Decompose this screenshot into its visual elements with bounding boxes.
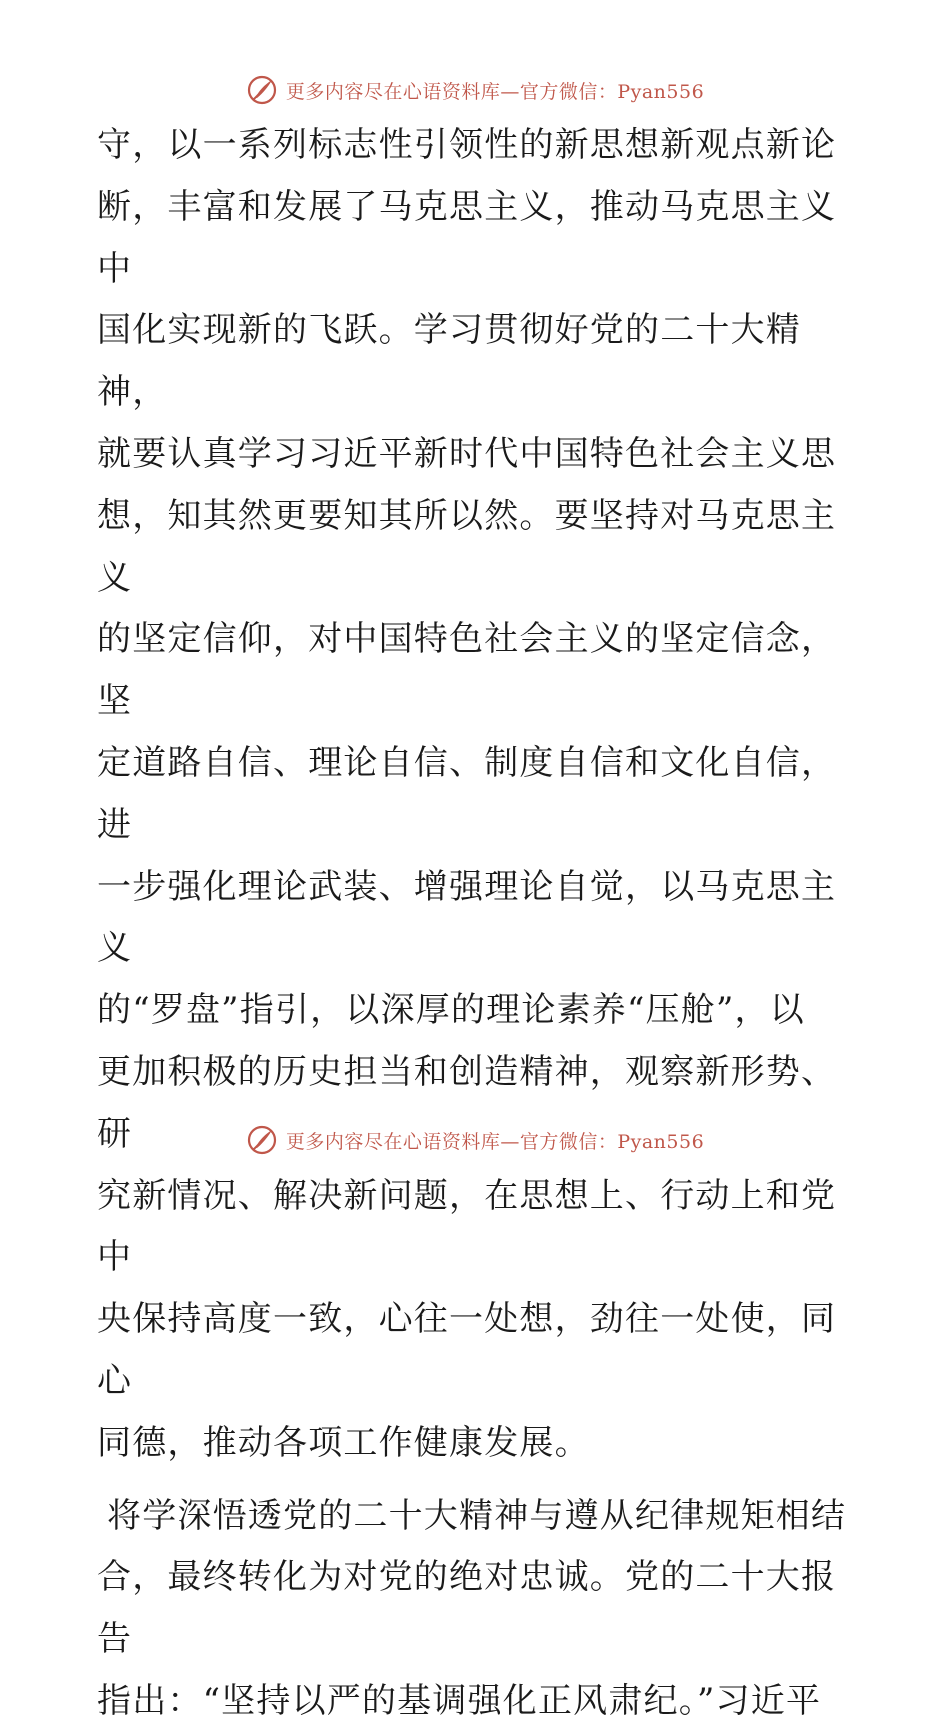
text-line: 究新情况、解决新问题，在思想上、行动上和党中 xyxy=(97,1175,837,1278)
text-line: 指出：“坚持以严的基调强化正风肃纪。”习近平 xyxy=(97,1680,822,1721)
footer-watermark xyxy=(0,1122,950,1158)
watermark-text: 更多内容尽在心语资料库—官方微信：Pyan556 xyxy=(285,1130,705,1153)
text-line: 同德，推动各项工作健康发展。 xyxy=(97,1422,590,1463)
text-line: 一步强化理论武装、增强理论自觉，以马克思主义 xyxy=(97,866,837,969)
text-line: 就要认真学习习近平新时代中国特色社会主义思 xyxy=(97,433,837,474)
watermark-text: 更多内容尽在心语资料库—官方微信：Pyan556 xyxy=(285,80,705,103)
document-body xyxy=(97,115,857,1733)
text-line: 断，丰富和发展了马克思主义，推动马克思主义中 xyxy=(97,186,837,289)
text-line: 定道路自信、理论自信、制度自信和文化自信，进 xyxy=(97,742,837,845)
paragraph-1 xyxy=(97,115,857,1475)
quill-logo-icon xyxy=(246,1124,278,1156)
text-line: 合，最终转化为对党的绝对忠诚。党的二十大报告 xyxy=(97,1557,837,1660)
quill-logo-icon xyxy=(246,74,278,106)
text-line: 更加积极的历史担当和创造精神，观察新形势、研 xyxy=(97,1051,837,1154)
header-watermark xyxy=(0,72,950,108)
text-line: 将学深悟透党的二十大精神与遵从纪律规矩相结 xyxy=(107,1495,847,1536)
text-line: 央保持高度一致，心往一处想，劲往一处使，同心 xyxy=(97,1299,837,1401)
text-line: 国化实现新的飞跃。学习贯彻好党的二十大精神， xyxy=(97,310,801,413)
paragraph-2 xyxy=(97,1486,857,1733)
text-line: 的坚定信仰，对中国特色社会主义的坚定信念，坚 xyxy=(97,619,837,722)
text-line: 守，以一系列标志性引领性的新思想新观点新论 xyxy=(97,125,837,165)
text-line: 想，知其然更要知其所以然。要坚持对马克思主义 xyxy=(97,495,837,598)
text-line: 的“罗盘”指引，以深厚的理论素养“压舱”，以 xyxy=(97,990,805,1031)
